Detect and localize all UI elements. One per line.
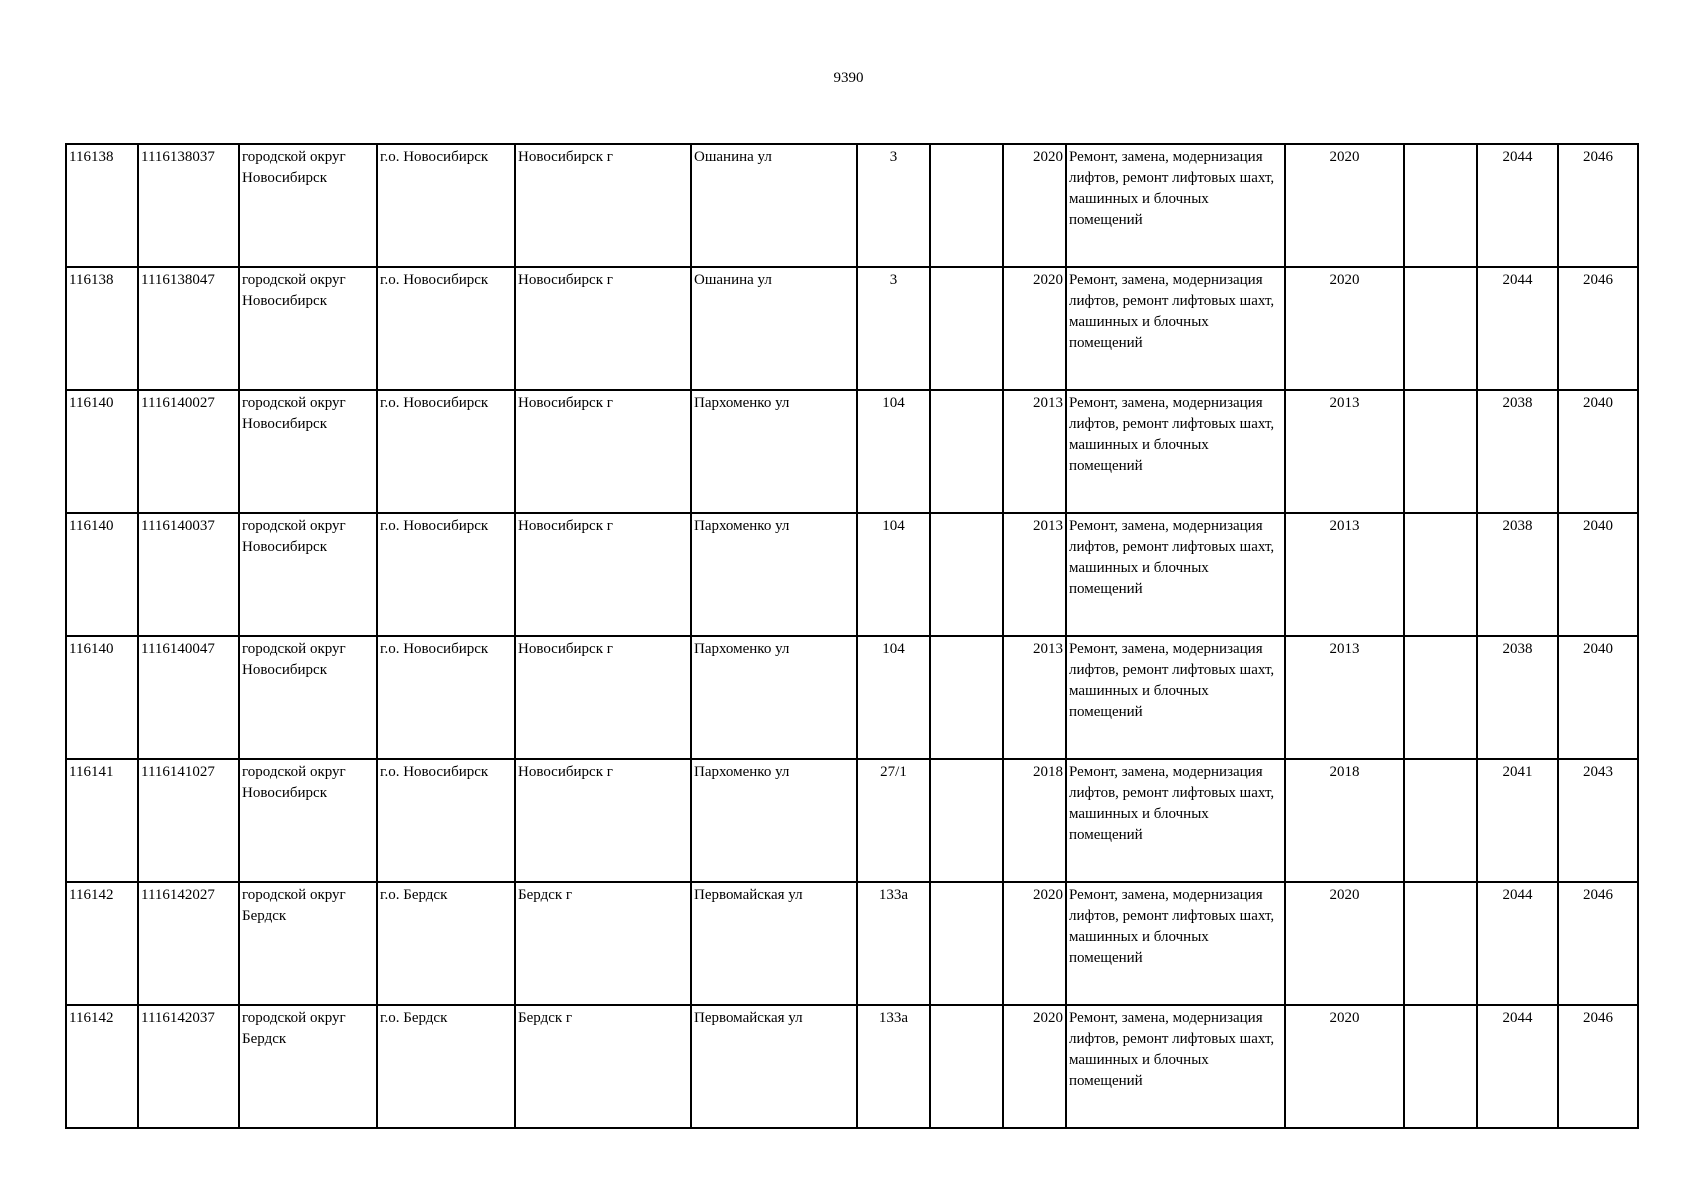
cell-work-type: Ремонт, замена, модернизация лифтов, ремонт лифтовых шахт, машинных и блочных помещений (1066, 882, 1285, 1005)
cell-work-type: Ремонт, замена, модернизация лифтов, ремонт лифтовых шахт, машинных и блочных помещений (1066, 1005, 1285, 1128)
cell-district: городской округ Бердск (239, 1005, 377, 1128)
cell-locality: Новосибирск г (515, 759, 691, 882)
cell-street: Пархоменко ул (691, 759, 857, 882)
cell-plan-end: 2046 (1558, 267, 1638, 390)
cell-code: 1116142027 (138, 882, 239, 1005)
cell-id: 116142 (66, 882, 138, 1005)
cell-year-commissioned: 2020 (1285, 1005, 1404, 1128)
cell-code: 1116142037 (138, 1005, 239, 1128)
table-row (66, 390, 1638, 513)
cell-locality: Бердск г (515, 882, 691, 1005)
cell-code: 1116140027 (138, 390, 239, 513)
cell-plan-start: 2044 (1477, 144, 1558, 267)
cell-year-built: 2013 (1003, 513, 1066, 636)
cell-district: городской округ Новосибирск (239, 267, 377, 390)
cell-year-built: 2018 (1003, 759, 1066, 882)
cell-municipality: г.о. Новосибирск (377, 759, 515, 882)
cell-house: 104 (857, 390, 930, 513)
cell-blank (930, 1005, 1003, 1128)
cell-district: городской округ Новосибирск (239, 144, 377, 267)
cell-plan-end: 2046 (1558, 144, 1638, 267)
cell-plan-start: 2038 (1477, 636, 1558, 759)
registry-table (65, 143, 1639, 1129)
cell-work-type: Ремонт, замена, модернизация лифтов, ремонт лифтовых шахт, машинных и блочных помещений (1066, 144, 1285, 267)
cell-year-commissioned: 2020 (1285, 882, 1404, 1005)
cell-street: Первомайская ул (691, 1005, 857, 1128)
cell-year-built: 2020 (1003, 144, 1066, 267)
cell-id: 116141 (66, 759, 138, 882)
cell-street: Первомайская ул (691, 882, 857, 1005)
cell-street: Пархоменко ул (691, 390, 857, 513)
cell-blank (1404, 759, 1477, 882)
cell-code: 1116138037 (138, 144, 239, 267)
cell-locality: Новосибирск г (515, 513, 691, 636)
cell-blank (1404, 390, 1477, 513)
cell-district: городской округ Новосибирск (239, 390, 377, 513)
table-row (66, 144, 1638, 267)
cell-blank (1404, 267, 1477, 390)
cell-street: Пархоменко ул (691, 513, 857, 636)
cell-plan-end: 2046 (1558, 882, 1638, 1005)
cell-plan-start: 2038 (1477, 513, 1558, 636)
cell-locality: Бердск г (515, 1005, 691, 1128)
cell-municipality: г.о. Новосибирск (377, 267, 515, 390)
cell-blank (1404, 882, 1477, 1005)
cell-id: 116138 (66, 144, 138, 267)
cell-year-commissioned: 2013 (1285, 390, 1404, 513)
cell-locality: Новосибирск г (515, 390, 691, 513)
cell-id: 116138 (66, 267, 138, 390)
table-row (66, 759, 1638, 882)
cell-year-built: 2013 (1003, 636, 1066, 759)
cell-plan-end: 2046 (1558, 1005, 1638, 1128)
cell-municipality: г.о. Бердск (377, 882, 515, 1005)
cell-year-commissioned: 2013 (1285, 636, 1404, 759)
table-row (66, 636, 1638, 759)
cell-municipality: г.о. Новосибирск (377, 390, 515, 513)
page-number: 9390 (833, 70, 864, 86)
cell-locality: Новосибирск г (515, 636, 691, 759)
cell-plan-start: 2044 (1477, 882, 1558, 1005)
cell-code: 1116140037 (138, 513, 239, 636)
cell-house: 27/1 (857, 759, 930, 882)
cell-blank (930, 759, 1003, 882)
cell-blank (930, 267, 1003, 390)
table-row (66, 882, 1638, 1005)
cell-district: городской округ Новосибирск (239, 636, 377, 759)
cell-year-commissioned: 2020 (1285, 144, 1404, 267)
cell-house: 104 (857, 636, 930, 759)
cell-year-built: 2013 (1003, 390, 1066, 513)
cell-code: 1116140047 (138, 636, 239, 759)
cell-plan-start: 2044 (1477, 1005, 1558, 1128)
cell-blank (1404, 144, 1477, 267)
cell-id: 116140 (66, 513, 138, 636)
cell-plan-start: 2044 (1477, 267, 1558, 390)
cell-id: 116140 (66, 636, 138, 759)
cell-blank (930, 882, 1003, 1005)
table-body (66, 144, 1638, 1128)
cell-code: 1116138047 (138, 267, 239, 390)
cell-street: Ошанина ул (691, 267, 857, 390)
cell-blank (930, 513, 1003, 636)
cell-house: 3 (857, 267, 930, 390)
cell-year-built: 2020 (1003, 1005, 1066, 1128)
cell-work-type: Ремонт, замена, модернизация лифтов, ремонт лифтовых шахт, машинных и блочных помещений (1066, 390, 1285, 513)
cell-id: 116142 (66, 1005, 138, 1128)
cell-house: 104 (857, 513, 930, 636)
cell-district: городской округ Бердск (239, 882, 377, 1005)
cell-work-type: Ремонт, замена, модернизация лифтов, ремонт лифтовых шахт, машинных и блочных помещений (1066, 267, 1285, 390)
cell-blank (930, 144, 1003, 267)
cell-street: Пархоменко ул (691, 636, 857, 759)
table-row (66, 1005, 1638, 1128)
table-row (66, 513, 1638, 636)
cell-work-type: Ремонт, замена, модернизация лифтов, ремонт лифтовых шахт, машинных и блочных помещений (1066, 759, 1285, 882)
cell-locality: Новосибирск г (515, 267, 691, 390)
cell-blank (1404, 1005, 1477, 1128)
cell-house: 3 (857, 144, 930, 267)
cell-work-type: Ремонт, замена, модернизация лифтов, ремонт лифтовых шахт, машинных и блочных помещений (1066, 513, 1285, 636)
cell-street: Ошанина ул (691, 144, 857, 267)
cell-municipality: г.о. Новосибирск (377, 513, 515, 636)
cell-year-commissioned: 2013 (1285, 513, 1404, 636)
cell-blank (1404, 636, 1477, 759)
cell-municipality: г.о. Новосибирск (377, 636, 515, 759)
cell-plan-end: 2040 (1558, 513, 1638, 636)
cell-year-commissioned: 2020 (1285, 267, 1404, 390)
cell-district: городской округ Новосибирск (239, 513, 377, 636)
cell-work-type: Ремонт, замена, модернизация лифтов, ремонт лифтовых шахт, машинных и блочных помещений (1066, 636, 1285, 759)
cell-blank (930, 636, 1003, 759)
cell-district: городской округ Новосибирск (239, 759, 377, 882)
cell-year-built: 2020 (1003, 267, 1066, 390)
cell-house: 133а (857, 1005, 930, 1128)
cell-locality: Новосибирск г (515, 144, 691, 267)
cell-blank (930, 390, 1003, 513)
cell-house: 133а (857, 882, 930, 1005)
cell-plan-start: 2041 (1477, 759, 1558, 882)
cell-code: 1116141027 (138, 759, 239, 882)
cell-year-built: 2020 (1003, 882, 1066, 1005)
cell-plan-end: 2040 (1558, 390, 1638, 513)
cell-blank (1404, 513, 1477, 636)
table-row (66, 267, 1638, 390)
cell-year-commissioned: 2018 (1285, 759, 1404, 882)
cell-municipality: г.о. Новосибирск (377, 144, 515, 267)
cell-id: 116140 (66, 390, 138, 513)
cell-plan-start: 2038 (1477, 390, 1558, 513)
cell-plan-end: 2040 (1558, 636, 1638, 759)
cell-municipality: г.о. Бердск (377, 1005, 515, 1128)
cell-plan-end: 2043 (1558, 759, 1638, 882)
